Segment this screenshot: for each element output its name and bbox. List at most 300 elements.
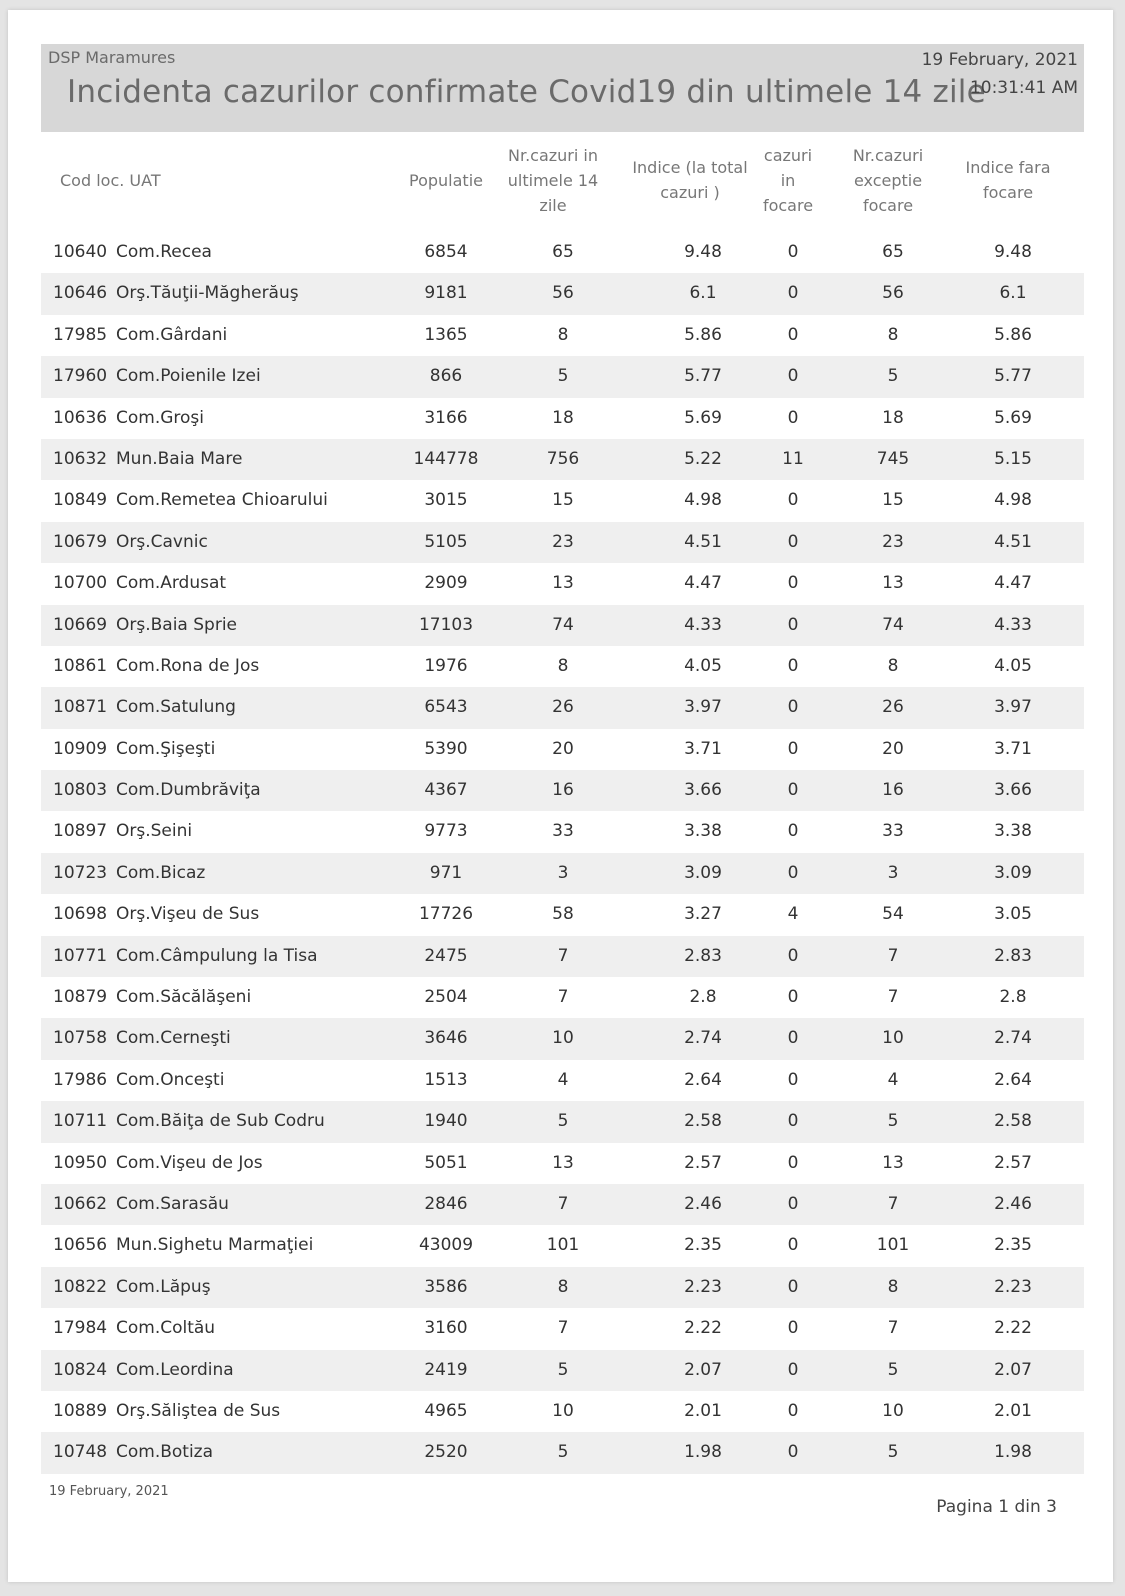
cell-population: 2504 — [424, 987, 468, 1008]
report-time: 10:31:41 AM — [969, 78, 1078, 98]
cell-index-no-outbreak: 3.09 — [994, 862, 1032, 883]
column-header-label: ultimele 14 — [507, 170, 599, 190]
cell-code: 10861 — [53, 655, 108, 676]
cell-except-outbreak: 7 — [887, 945, 899, 966]
cell-code: 10679 — [53, 531, 108, 552]
table-row — [41, 1184, 1084, 1225]
cell-code: 17984 — [53, 1318, 108, 1339]
cell-uat-name: Com.Ardusat — [116, 573, 227, 594]
cell-population: 17103 — [418, 614, 474, 635]
cell-outbreak-cases: 0 — [787, 945, 799, 966]
cell-except-outbreak: 101 — [876, 1235, 910, 1256]
cell-cases-14-days: 756 — [546, 448, 580, 469]
cell-uat-name: Com.Gârdani — [116, 324, 228, 345]
cell-index-no-outbreak: 2.58 — [994, 1111, 1032, 1132]
cell-except-outbreak: 65 — [882, 242, 904, 262]
table-row — [41, 936, 1084, 977]
cell-index-no-outbreak: 3.05 — [994, 904, 1032, 925]
table-row — [41, 646, 1084, 687]
column-header-label: cazuri ) — [660, 183, 720, 202]
cell-uat-name: Com.Leordina — [116, 1359, 234, 1380]
cell-index-no-outbreak: 2.01 — [994, 1400, 1032, 1421]
cell-outbreak-cases: 4 — [787, 904, 799, 925]
cell-cases-14-days: 5 — [557, 1111, 569, 1132]
cell-population: 9773 — [424, 821, 468, 842]
cell-cases-14-days: 8 — [557, 655, 569, 676]
cell-index-no-outbreak: 5.77 — [994, 366, 1032, 387]
cell-index-no-outbreak: 1.98 — [994, 1442, 1032, 1463]
cell-population: 3586 — [424, 1276, 468, 1297]
cell-code: 10656 — [53, 1235, 108, 1256]
cell-except-outbreak: 8 — [887, 1276, 899, 1297]
cell-cases-14-days: 8 — [557, 1276, 569, 1297]
cell-index-no-outbreak: 4.33 — [994, 614, 1032, 635]
column-header-code-uat — [60, 135, 260, 225]
cell-index-no-outbreak: 5.15 — [994, 448, 1032, 469]
cell-index-total: 9.48 — [684, 242, 722, 262]
cell-population: 6854 — [424, 242, 468, 262]
cell-outbreak-cases: 0 — [787, 1276, 799, 1297]
cell-code: 10909 — [53, 738, 108, 759]
cell-uat-name: Com.Vişeu de Jos — [116, 1152, 263, 1173]
cell-uat-name: Com.Cerneşti — [116, 1028, 231, 1049]
column-header-label: Cod loc. UAT — [60, 170, 161, 190]
table-row — [41, 1101, 1084, 1142]
cell-uat-name: Com.Lăpuş — [116, 1276, 211, 1297]
table-row — [41, 605, 1084, 646]
cell-code: 10758 — [53, 1028, 108, 1049]
cell-index-no-outbreak: 9.48 — [994, 242, 1032, 262]
cell-except-outbreak: 5 — [887, 1359, 899, 1380]
cell-index-total: 3.27 — [684, 904, 722, 925]
cell-population: 971 — [429, 862, 463, 883]
cell-uat-name: Com.Groşi — [116, 407, 205, 428]
cell-index-total: 4.05 — [684, 655, 722, 676]
cell-uat-name: Com.Coltău — [116, 1318, 216, 1339]
cell-code: 17985 — [53, 324, 108, 345]
cell-cases-14-days: 56 — [552, 283, 574, 304]
cell-outbreak-cases: 0 — [787, 366, 799, 387]
cell-outbreak-cases: 0 — [787, 1152, 799, 1173]
cell-population: 4367 — [424, 780, 468, 801]
cell-code: 10771 — [53, 945, 108, 966]
cell-except-outbreak: 20 — [882, 738, 904, 759]
cell-except-outbreak: 7 — [887, 1318, 899, 1339]
cell-outbreak-cases: 0 — [787, 490, 799, 511]
cell-index-total: 2.64 — [684, 1069, 722, 1090]
cell-code: 17960 — [53, 366, 108, 387]
cell-code: 10640 — [53, 242, 108, 262]
cell-population: 4965 — [424, 1400, 468, 1421]
cell-index-total: 3.97 — [684, 697, 722, 718]
cell-index-no-outbreak: 2.46 — [994, 1193, 1032, 1214]
cell-uat-name: Com.Dumbrăviţa — [116, 780, 261, 801]
cell-cases-14-days: 7 — [557, 1318, 569, 1339]
table-row — [41, 1225, 1084, 1266]
cell-index-no-outbreak: 2.22 — [994, 1318, 1032, 1339]
cell-code: 10748 — [53, 1442, 108, 1463]
cell-cases-14-days: 13 — [552, 573, 574, 594]
table-row — [41, 563, 1084, 604]
report-header — [41, 44, 1084, 132]
cell-cases-14-days: 8 — [557, 324, 569, 345]
table-row — [41, 273, 1084, 314]
cell-except-outbreak: 8 — [887, 655, 899, 676]
table-row — [41, 1267, 1084, 1308]
cell-population: 2419 — [424, 1359, 468, 1380]
cell-except-outbreak: 5 — [887, 366, 899, 387]
cell-cases-14-days: 20 — [552, 738, 574, 759]
cell-code: 10897 — [53, 821, 108, 842]
cell-index-total: 2.35 — [684, 1235, 722, 1256]
cell-index-total: 2.74 — [684, 1028, 722, 1049]
cell-index-no-outbreak: 3.71 — [994, 738, 1032, 759]
report-date: 19 February, 2021 — [921, 50, 1078, 70]
cell-outbreak-cases: 0 — [787, 780, 799, 801]
cell-population: 43009 — [418, 1235, 474, 1256]
column-header-label: in — [780, 170, 796, 190]
cell-index-total: 4.47 — [684, 573, 722, 594]
cell-code: 10632 — [53, 448, 108, 469]
cell-code: 10636 — [53, 407, 108, 428]
cell-cases-14-days: 26 — [552, 697, 574, 718]
cell-outbreak-cases: 0 — [787, 573, 799, 594]
cell-population: 2520 — [424, 1442, 468, 1463]
table-row — [41, 853, 1084, 894]
cell-except-outbreak: 5 — [887, 1111, 899, 1132]
cell-population: 1940 — [424, 1111, 468, 1132]
cell-population: 3646 — [424, 1028, 468, 1049]
cell-code: 10646 — [53, 283, 108, 304]
cell-code: 10824 — [53, 1359, 108, 1380]
table-row — [41, 1350, 1084, 1391]
cell-outbreak-cases: 0 — [787, 1359, 799, 1380]
cell-uat-name: Com.Satulung — [116, 697, 236, 718]
cell-uat-name: Com.Şişeşti — [116, 738, 216, 759]
cell-uat-name: Com.Săcălăşeni — [116, 987, 252, 1008]
table-row — [41, 1308, 1084, 1349]
cell-index-total: 4.33 — [684, 614, 722, 635]
cell-code: 10822 — [53, 1276, 108, 1297]
cell-outbreak-cases: 0 — [787, 738, 799, 759]
cell-outbreak-cases: 0 — [787, 1111, 799, 1132]
cell-index-no-outbreak: 4.51 — [994, 531, 1032, 552]
cell-outbreak-cases: 0 — [787, 1235, 799, 1256]
cell-outbreak-cases: 0 — [787, 283, 799, 304]
cell-cases-14-days: 7 — [557, 945, 569, 966]
cell-index-total: 4.98 — [684, 490, 722, 511]
cell-outbreak-cases: 0 — [787, 697, 799, 718]
cell-outbreak-cases: 11 — [782, 448, 804, 469]
cell-cases-14-days: 18 — [552, 407, 574, 428]
column-header-index-total — [620, 135, 760, 225]
cell-population: 9181 — [424, 283, 468, 304]
table-row — [41, 356, 1084, 397]
cell-population: 866 — [429, 366, 463, 387]
column-header-label: Nr.cazuri in — [508, 145, 598, 165]
cell-index-total: 2.07 — [684, 1359, 722, 1380]
cell-population: 3160 — [424, 1318, 468, 1339]
cell-index-no-outbreak: 2.74 — [994, 1028, 1032, 1049]
cell-except-outbreak: 7 — [887, 1193, 899, 1214]
cell-outbreak-cases: 0 — [787, 242, 799, 262]
table-row — [41, 522, 1084, 563]
cell-code: 17986 — [53, 1069, 108, 1090]
report-page — [8, 10, 1113, 1582]
cell-code: 10849 — [53, 490, 108, 511]
table-row — [41, 1143, 1084, 1184]
cell-outbreak-cases: 0 — [787, 614, 799, 635]
table-row — [41, 439, 1084, 480]
cell-population: 1365 — [424, 324, 468, 345]
cell-except-outbreak: 23 — [882, 531, 904, 552]
cell-cases-14-days: 16 — [552, 780, 574, 801]
cell-code: 10879 — [53, 987, 108, 1008]
cell-cases-14-days: 58 — [552, 904, 574, 925]
cell-index-total: 6.1 — [689, 283, 717, 304]
cell-uat-name: Com.Sarasău — [116, 1193, 229, 1214]
cell-uat-name: Orş.Tăuţii-Măgherăuş — [116, 283, 299, 304]
column-header-outbreak-cases — [753, 135, 823, 225]
cell-population: 6543 — [424, 697, 468, 718]
cell-code: 10700 — [53, 573, 108, 594]
cell-index-no-outbreak: 2.07 — [994, 1359, 1032, 1380]
cell-population: 5051 — [424, 1152, 468, 1173]
cell-index-no-outbreak: 4.98 — [994, 490, 1032, 511]
cell-index-total: 5.22 — [684, 448, 722, 469]
cell-except-outbreak: 33 — [882, 821, 904, 842]
cell-index-no-outbreak: 6.1 — [999, 283, 1027, 304]
table-row — [41, 1391, 1084, 1432]
table-row — [41, 315, 1084, 356]
table-row — [41, 729, 1084, 770]
cell-uat-name: Orş.Cavnic — [116, 531, 208, 552]
cell-uat-name: Com.Câmpulung la Tisa — [116, 945, 318, 966]
table-row — [41, 1018, 1084, 1059]
cell-cases-14-days: 10 — [552, 1400, 574, 1421]
cell-cases-14-days: 4 — [557, 1069, 569, 1090]
cell-outbreak-cases: 0 — [787, 1442, 799, 1463]
cell-cases-14-days: 5 — [557, 1442, 569, 1463]
cell-code: 10871 — [53, 697, 108, 718]
cell-outbreak-cases: 0 — [787, 407, 799, 428]
table-row — [41, 1060, 1084, 1101]
table-row — [41, 232, 1084, 273]
cell-population: 5390 — [424, 738, 468, 759]
cell-except-outbreak: 18 — [882, 407, 904, 428]
table-row — [41, 770, 1084, 811]
cell-uat-name: Com.Băiţa de Sub Codru — [116, 1111, 325, 1132]
cell-index-total: 2.23 — [684, 1276, 722, 1297]
cell-except-outbreak: 15 — [882, 490, 904, 511]
cell-index-total: 2.46 — [684, 1193, 722, 1214]
cell-index-total: 3.66 — [684, 780, 722, 801]
cell-index-no-outbreak: 5.86 — [994, 324, 1032, 345]
cell-code: 10950 — [53, 1152, 108, 1173]
column-header-cases-14-days — [493, 135, 613, 225]
cell-index-total: 3.71 — [684, 738, 722, 759]
cell-index-total: 2.58 — [684, 1111, 722, 1132]
table-row — [41, 811, 1084, 852]
cell-cases-14-days: 13 — [552, 1152, 574, 1173]
cell-index-total: 5.77 — [684, 366, 722, 387]
table-row — [41, 1432, 1084, 1473]
column-header-label: Indice fara — [965, 158, 1051, 177]
cell-population: 1513 — [424, 1069, 468, 1090]
column-header-label: focare — [862, 195, 914, 215]
cell-uat-name: Orş.Săliştea de Sus — [116, 1400, 281, 1421]
cell-index-no-outbreak: 4.05 — [994, 655, 1032, 676]
cell-except-outbreak: 16 — [882, 780, 904, 801]
organization-name: DSP Maramures — [48, 48, 176, 67]
cell-except-outbreak: 5 — [887, 1442, 899, 1463]
cell-index-no-outbreak: 3.38 — [994, 821, 1032, 842]
cell-except-outbreak: 10 — [882, 1028, 904, 1049]
cell-population: 2475 — [424, 945, 468, 966]
cell-outbreak-cases: 0 — [787, 862, 799, 883]
column-header-except-outbreak — [838, 135, 938, 225]
cell-population: 3015 — [424, 490, 468, 511]
cell-index-total: 4.51 — [684, 531, 722, 552]
cell-index-total: 2.57 — [684, 1152, 722, 1173]
cell-uat-name: Com.Rona de Jos — [116, 655, 260, 676]
cell-code: 10803 — [53, 780, 108, 801]
cell-uat-name: Orş.Vişeu de Sus — [116, 904, 260, 925]
cell-except-outbreak: 26 — [882, 697, 904, 718]
cell-index-total: 3.38 — [684, 821, 722, 842]
cell-cases-14-days: 5 — [557, 366, 569, 387]
cell-uat-name: Mun.Sighetu Marmaţiei — [116, 1235, 314, 1256]
cell-index-no-outbreak: 2.57 — [994, 1152, 1032, 1173]
cell-outbreak-cases: 0 — [787, 987, 799, 1008]
cell-index-total: 5.86 — [684, 324, 722, 345]
table-row — [41, 480, 1084, 521]
cell-uat-name: Com.Bicaz — [116, 862, 206, 883]
cell-uat-name: Com.Remetea Chioarului — [116, 490, 328, 511]
cell-except-outbreak: 745 — [876, 448, 910, 469]
cell-index-no-outbreak: 2.64 — [994, 1069, 1032, 1090]
cell-except-outbreak: 3 — [887, 862, 899, 883]
column-header-label: Populatie — [409, 170, 483, 190]
cell-cases-14-days: 5 — [557, 1359, 569, 1380]
cell-population: 2909 — [424, 573, 468, 594]
cell-population: 5105 — [424, 531, 468, 552]
cell-index-total: 5.69 — [684, 407, 722, 428]
cell-index-total: 2.22 — [684, 1318, 722, 1339]
cell-outbreak-cases: 0 — [787, 1400, 799, 1421]
cell-uat-name: Com.Botiza — [116, 1442, 214, 1463]
cell-except-outbreak: 10 — [882, 1400, 904, 1421]
cell-uat-name: Com.Poienile Izei — [116, 366, 261, 387]
cell-cases-14-days: 7 — [557, 987, 569, 1008]
cell-population: 3166 — [424, 407, 468, 428]
column-header-label: focare — [762, 195, 814, 215]
cell-index-no-outbreak: 2.23 — [994, 1276, 1032, 1297]
cell-index-total: 2.83 — [684, 945, 722, 966]
cell-cases-14-days: 7 — [557, 1193, 569, 1214]
cell-cases-14-days: 15 — [552, 490, 574, 511]
cell-outbreak-cases: 0 — [787, 821, 799, 842]
cell-cases-14-days: 10 — [552, 1028, 574, 1049]
cell-code: 10669 — [53, 614, 108, 635]
cell-index-no-outbreak: 4.47 — [994, 573, 1032, 594]
cell-population: 144778 — [413, 448, 479, 469]
cell-except-outbreak: 13 — [882, 573, 904, 594]
table-row — [41, 894, 1084, 935]
cell-index-no-outbreak: 2.8 — [999, 987, 1027, 1008]
cell-index-no-outbreak: 2.83 — [994, 945, 1032, 966]
page-title: Incidenta cazurilor confirmate Covid19 din ultimele 14 zile — [67, 74, 986, 110]
column-header-label: cazuri — [763, 145, 813, 165]
cell-index-total: 2.8 — [689, 987, 717, 1008]
cell-cases-14-days: 74 — [552, 614, 574, 635]
cell-outbreak-cases: 0 — [787, 1193, 799, 1214]
cell-index-total: 2.01 — [684, 1400, 722, 1421]
cell-except-outbreak: 7 — [887, 987, 899, 1008]
cell-outbreak-cases: 0 — [787, 1028, 799, 1049]
cell-code: 10662 — [53, 1193, 108, 1214]
cell-index-total: 3.09 — [684, 862, 722, 883]
cell-cases-14-days: 23 — [552, 531, 574, 552]
cell-uat-name: Mun.Baia Mare — [116, 448, 243, 469]
cell-outbreak-cases: 0 — [787, 655, 799, 676]
cell-code: 10723 — [53, 862, 108, 883]
cell-except-outbreak: 8 — [887, 324, 899, 345]
cell-except-outbreak: 74 — [882, 614, 904, 635]
footer-date: 19 February, 2021 — [49, 1484, 169, 1499]
cell-outbreak-cases: 0 — [787, 1318, 799, 1339]
cell-code: 10889 — [53, 1400, 108, 1421]
cell-population: 1976 — [424, 655, 468, 676]
column-header-label: focare — [982, 183, 1034, 202]
cell-outbreak-cases: 0 — [787, 531, 799, 552]
cell-population: 17726 — [418, 904, 474, 925]
cell-except-outbreak: 54 — [882, 904, 904, 925]
cell-population: 2846 — [424, 1193, 468, 1214]
cell-cases-14-days: 101 — [546, 1235, 580, 1256]
table-row — [41, 398, 1084, 439]
cell-cases-14-days: 65 — [552, 242, 574, 262]
cell-index-total: 1.98 — [684, 1442, 722, 1463]
cell-code: 10698 — [53, 904, 108, 925]
cell-uat-name: Orş.Baia Sprie — [116, 614, 238, 635]
column-header-label: Indice (la total — [632, 158, 748, 177]
cell-except-outbreak: 4 — [887, 1069, 899, 1090]
column-header-label: zile — [539, 195, 567, 215]
data-table — [41, 232, 1084, 1474]
cell-index-no-outbreak: 3.66 — [994, 780, 1032, 801]
cell-except-outbreak: 56 — [882, 283, 904, 304]
cell-outbreak-cases: 0 — [787, 324, 799, 345]
column-header-index-no-outbreak — [948, 135, 1068, 225]
cell-uat-name: Orş.Seini — [116, 821, 193, 842]
cell-cases-14-days: 33 — [552, 821, 574, 842]
cell-index-no-outbreak: 3.97 — [994, 697, 1032, 718]
column-header-label: exceptie — [853, 170, 923, 190]
column-header-population — [386, 135, 506, 225]
cell-cases-14-days: 3 — [557, 862, 569, 883]
column-header-label: Nr.cazuri — [852, 145, 924, 165]
cell-uat-name: Com.Onceşti — [116, 1069, 225, 1090]
cell-outbreak-cases: 0 — [787, 1069, 799, 1090]
cell-index-no-outbreak: 2.35 — [994, 1235, 1032, 1256]
table-row — [41, 977, 1084, 1018]
cell-uat-name: Com.Recea — [116, 242, 212, 262]
cell-code: 10711 — [53, 1111, 108, 1132]
table-row — [41, 687, 1084, 728]
cell-except-outbreak: 13 — [882, 1152, 904, 1173]
page-number: Pagina 1 din 3 — [936, 1497, 1057, 1517]
